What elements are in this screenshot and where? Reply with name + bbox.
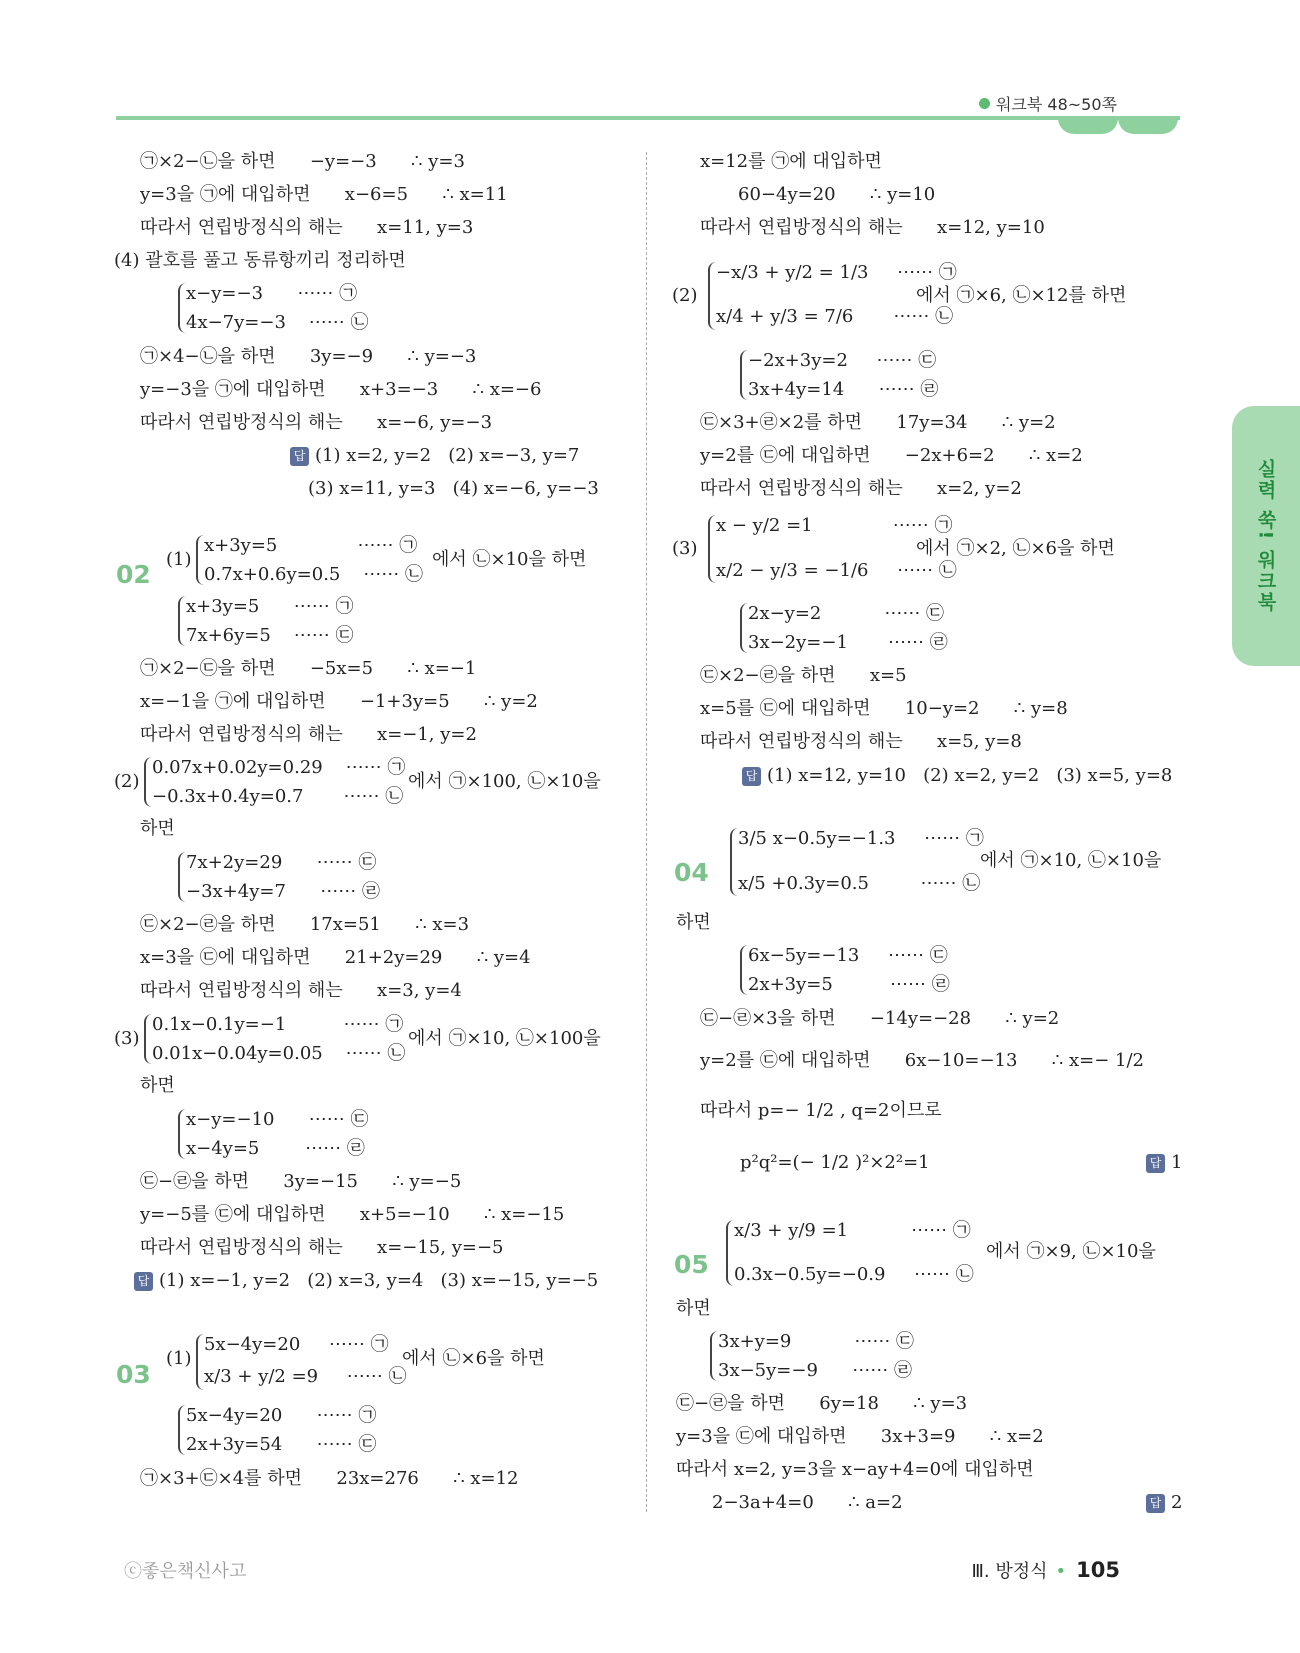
answer-mark-icon: 답 <box>134 1272 153 1291</box>
solution-line: x−4y=5 ⋯⋯ ㉣ <box>186 1138 365 1159</box>
solution-line: 에서 ㉠×6, ㉡×12를 하면 <box>916 285 1127 306</box>
page-number: 105 <box>1076 1558 1120 1582</box>
solution-line: p²q²=(− 1/2 )²×2²=1 <box>740 1152 930 1173</box>
solution-line: 60−4y=20 ∴ y=10 <box>738 184 936 205</box>
solution-line: x=3을 ㉢에 대입하면 21+2y=29 ∴ y=4 <box>140 947 531 968</box>
answer-mark-icon: 답 <box>742 767 761 786</box>
solution-line: 0.07x+0.02y=0.29 ⋯⋯ ㉠ <box>152 757 406 778</box>
answer-line <box>1146 1152 1182 1174</box>
solution-line: x−y=−3 ⋯⋯ ㉠ <box>186 283 358 304</box>
header-scallop <box>1118 118 1178 134</box>
solution-line: x/3 + y/9 =1 ⋯⋯ ㉠ <box>734 1220 971 1241</box>
answer-line <box>742 765 1172 787</box>
header-scallop <box>1058 118 1118 134</box>
solution-line: x/3 + y/2 =9 ⋯⋯ ㉡ <box>204 1366 407 1387</box>
solution-line: 3x+4y=14 ⋯⋯ ㉣ <box>748 379 939 400</box>
solution-line: 3/5 x−0.5y=−1.3 ⋯⋯ ㉠ <box>738 828 984 849</box>
solution-line: 4x−7y=−3 ⋯⋯ ㉡ <box>186 312 369 333</box>
solution-line: 2x+3y=5 ⋯⋯ ㉣ <box>748 974 950 995</box>
answer-mark-icon: 답 <box>290 447 309 466</box>
solution-line: −2x+3y=2 ⋯⋯ ㉢ <box>748 350 937 371</box>
solution-line: 5x−4y=20 ⋯⋯ ㉠ <box>204 1334 389 1355</box>
solution-line: 3x−2y=−1 ⋯⋯ ㉣ <box>748 632 948 653</box>
answer-text: 2 <box>1171 1492 1183 1513</box>
solution-line: 에서 ㉠×100, ㉡×10을 <box>408 771 601 792</box>
question-number: 03 <box>116 1360 151 1389</box>
solution-line: 0.01x−0.04y=0.05 ⋯⋯ ㉡ <box>152 1043 406 1064</box>
solution-line: 하면 <box>140 1075 175 1096</box>
solution-line: (3) <box>114 1028 140 1049</box>
question-number: 02 <box>116 560 151 589</box>
answer-text: (1) x=−1, y=2 (2) x=3, y=4 (3) x=−15, y=−5 <box>159 1270 599 1291</box>
solution-line: (1) <box>166 1348 192 1369</box>
solution-line: ㉠×2−㉡을 하면 −y=−3 ∴ y=3 <box>140 151 465 172</box>
solution-line: −x/3 + y/2 = 1/3 ⋯⋯ ㉠ <box>716 262 957 283</box>
solution-line: x=12를 ㉠에 대입하면 <box>700 151 882 172</box>
solution-line: x+3y=5 ⋯⋯ ㉠ <box>204 535 418 556</box>
question-number: 04 <box>674 858 709 887</box>
solution-line: ㉢×3+㉣×2를 하면 17y=34 ∴ y=2 <box>700 412 1056 433</box>
solution-line: (2) <box>672 285 698 306</box>
solution-line: 0.3x−0.5y=−0.9 ⋯⋯ ㉡ <box>734 1264 974 1285</box>
solution-line: 0.1x−0.1y=−1 ⋯⋯ ㉠ <box>152 1014 404 1035</box>
solution-line: y=−3을 ㉠에 대입하면 x+3=−3 ∴ x=−6 <box>140 379 542 400</box>
green-dot-icon <box>979 98 990 109</box>
solution-line: x−y=−10 ⋯⋯ ㉢ <box>186 1109 369 1130</box>
workbook-reference <box>979 92 1117 115</box>
answer-mark-icon: 답 <box>1146 1154 1165 1173</box>
solution-line: ㉢×2−㉣을 하면 x=5 <box>700 665 907 686</box>
solution-line: 따라서 p=− 1/2 , q=2이므로 <box>700 1100 942 1121</box>
solution-line: 따라서 연립방정식의 해는 x=−15, y=−5 <box>140 1237 504 1258</box>
solution-line: ㉠×3+㉢×4를 하면 23x=276 ∴ x=12 <box>140 1468 519 1489</box>
solution-line: x/5 +0.3y=0.5 ⋯⋯ ㉡ <box>738 873 981 894</box>
solution-line: 따라서 연립방정식의 해는 x=5, y=8 <box>700 731 1022 752</box>
answer-mark-icon: 답 <box>1146 1494 1165 1513</box>
solution-line: 에서 ㉡×10을 하면 <box>432 549 587 570</box>
solution-line: 2x+3y=54 ⋯⋯ ㉢ <box>186 1434 377 1455</box>
answer-text: 1 <box>1171 1152 1183 1173</box>
solution-line: 하면 <box>676 912 711 933</box>
solution-line: ㉠×2−㉢을 하면 −5x=5 ∴ x=−1 <box>140 658 477 679</box>
answer-text: (1) x=2, y=2 (2) x=−3, y=7 <box>315 445 580 466</box>
solution-line: y=3을 ㉠에 대입하면 x−6=5 ∴ x=11 <box>140 184 508 205</box>
solution-line: 에서 ㉠×10, ㉡×10을 <box>980 850 1162 871</box>
solution-line: ㉠×4−㉡을 하면 3y=−9 ∴ y=−3 <box>140 346 477 367</box>
solution-line: 7x+2y=29 ⋯⋯ ㉢ <box>186 852 377 873</box>
solution-line: (1) <box>166 549 192 570</box>
question-number: 05 <box>674 1250 709 1279</box>
side-tab-label: 실력 쑥! 워크북 <box>1254 459 1277 613</box>
page-footer <box>972 1557 1121 1583</box>
solution-line: 7x+6y=5 ⋯⋯ ㉢ <box>186 625 354 646</box>
side-tab[interactable] <box>1232 406 1300 666</box>
answer-line <box>1146 1492 1182 1514</box>
solution-line: 에서 ㉠×9, ㉡×10을 <box>986 1241 1156 1262</box>
solution-line: 따라서 연립방정식의 해는 x=2, y=2 <box>700 478 1022 499</box>
solution-line: 2x−y=2 ⋯⋯ ㉢ <box>748 603 945 624</box>
column-separator <box>646 152 647 1512</box>
solution-line: ㉢−㉣을 하면 3y=−15 ∴ y=−5 <box>140 1171 462 1192</box>
answer-text: (1) x=12, y=10 (2) x=2, y=2 (3) x=5, y=8 <box>767 765 1173 786</box>
header-divider <box>116 116 1180 120</box>
solution-line: y=2를 ㉢에 대입하면 −2x+6=2 ∴ x=2 <box>700 445 1083 466</box>
solution-line: 따라서 연립방정식의 해는 x=−6, y=−3 <box>140 412 493 433</box>
answer-line <box>134 1270 598 1292</box>
solution-line: (3) <box>672 538 698 559</box>
solution-line: y=2를 ㉢에 대입하면 6x−10=−13 ∴ x=− 1/2 <box>700 1050 1144 1071</box>
solution-line: x − y/2 =1 ⋯⋯ ㉠ <box>716 515 953 536</box>
solution-line: 하면 <box>676 1298 711 1319</box>
workbook-reference-text: 워크북 48~50쪽 <box>995 95 1117 114</box>
solution-line: x/4 + y/3 = 7/6 ⋯⋯ ㉡ <box>716 306 954 327</box>
footer-bullet: • <box>1055 1561 1067 1582</box>
solution-line: (3) x=11, y=3 (4) x=−6, y=−3 <box>308 478 599 499</box>
solution-line: 하면 <box>140 818 175 839</box>
solution-line: 6x−5y=−13 ⋯⋯ ㉢ <box>748 945 948 966</box>
solution-line: 따라서 x=2, y=3을 x−ay+4=0에 대입하면 <box>676 1459 1034 1480</box>
solution-line: 따라서 연립방정식의 해는 x=−1, y=2 <box>140 724 477 745</box>
solution-line: 에서 ㉠×2, ㉡×6을 하면 <box>916 538 1115 559</box>
solution-line: 5x−4y=20 ⋯⋯ ㉠ <box>186 1405 377 1426</box>
solution-line: ㉢−㉣×3을 하면 −14y=−28 ∴ y=2 <box>700 1008 1060 1029</box>
solution-line: −0.3x+0.4y=0.7 ⋯⋯ ㉡ <box>152 786 404 807</box>
solution-line: 2−3a+4=0 ∴ a=2 <box>712 1492 903 1513</box>
solution-line: 에서 ㉡×6을 하면 <box>402 1348 545 1369</box>
solution-line: ㉢×2−㉣을 하면 17x=51 ∴ x=3 <box>140 914 470 935</box>
solution-line: y=−5를 ㉢에 대입하면 x+5=−10 ∴ x=−15 <box>140 1204 565 1225</box>
solution-line: 3x+y=9 ⋯⋯ ㉢ <box>718 1331 915 1352</box>
solution-line: (2) <box>114 771 140 792</box>
solution-line: ㉢−㉣을 하면 6y=18 ∴ y=3 <box>676 1393 968 1414</box>
solution-line: x+3y=5 ⋯⋯ ㉠ <box>186 596 354 617</box>
solution-line: 따라서 연립방정식의 해는 x=12, y=10 <box>700 217 1045 238</box>
solution-line: 따라서 연립방정식의 해는 x=3, y=4 <box>140 980 462 1001</box>
solution-line: 0.7x+0.6y=0.5 ⋯⋯ ㉡ <box>204 564 423 585</box>
solution-line: x=−1을 ㉠에 대입하면 −1+3y=5 ∴ y=2 <box>140 691 538 712</box>
solution-line: (4) 괄호를 풀고 동류항끼리 정리하면 <box>114 250 406 271</box>
solution-line: 에서 ㉠×10, ㉡×100을 <box>408 1028 601 1049</box>
solution-line: 따라서 연립방정식의 해는 x=11, y=3 <box>140 217 474 238</box>
solution-line: x/2 − y/3 = −1/6 ⋯⋯ ㉡ <box>716 560 957 581</box>
chapter-title: Ⅲ. 방정식 <box>971 1561 1048 1582</box>
solution-line: x=5를 ㉢에 대입하면 10−y=2 ∴ y=8 <box>700 698 1068 719</box>
publisher-copyright: ⓒ좋은책신사고 <box>124 1561 247 1582</box>
solution-line: −3x+4y=7 ⋯⋯ ㉣ <box>186 881 380 902</box>
solution-line: y=3을 ㉢에 대입하면 3x+3=9 ∴ x=2 <box>676 1426 1044 1447</box>
solution-line: 3x−5y=−9 ⋯⋯ ㉣ <box>718 1360 912 1381</box>
answer-line <box>290 445 579 467</box>
